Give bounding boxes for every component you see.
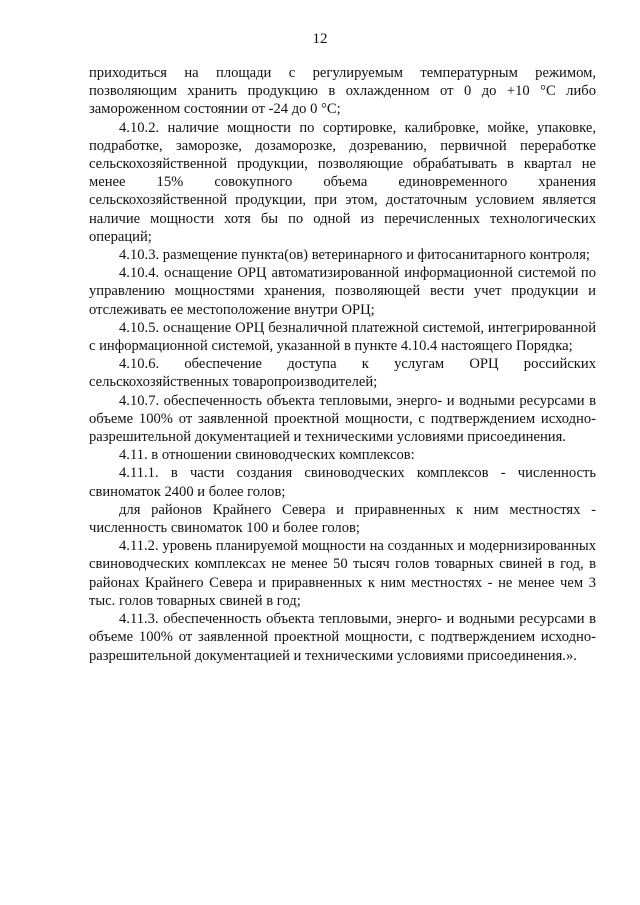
paragraph: 4.10.7. обеспеченность объекта тепловыми, энерго- и водными ресурсами в объеме 100% от заявленной проектной мощности, с подтверждением исходно-разрешительной документацией и техническими условиями присоединения.	[89, 392, 596, 446]
paragraph: 4.11.2. уровень планируемой мощности на созданных и модернизированных свиноводческих комплексах не менее 50 тысяч голов товарных свиней в год, в районах Крайнего Севера и приравненных к ним местностях - не менее чем 3 тыс. голов товарных свиней в год;	[89, 538, 596, 609]
document-body	[89, 64, 596, 665]
paragraph: приходиться на площади с регулируемым температурным режимом, позволяющим хранить продукцию в охлажденном от 0 до +10 °С либо замороженном состоянии от -24 до 0 °С;	[89, 65, 596, 118]
page-number: 12	[312, 31, 328, 47]
paragraph: 4.11.1. в части создания свиноводческих комплексов - численность свиноматок 2400 и более голов;	[89, 465, 596, 500]
paragraph: 4.10.4. оснащение ОРЦ автоматизированной информационной системой по управлению мощностями хранения, позволяющей вести учет продукции и отслеживать ее местоположение внутри ОРЦ;	[89, 265, 596, 318]
paragraph: 4.10.3. размещение пункта(ов) ветеринарного и фитосанитарного контроля;	[119, 247, 590, 264]
paragraph: 4.10.2. наличие мощности по сортировке, калибровке, мойке, упаковке, подработке, заморозке, дозаморозке, дозреванию, первичной переработке сельскохозяйственной продукции, позволяющие обрабатывать в квартал не менее 15% совокупного объема единовременного хранения сельскохозяйственной продукции, при этом, достаточным условием является наличие мощности хотя бы по одной из перечисленных технологических операций;	[89, 119, 596, 245]
paragraph: 4.10.5. оснащение ОРЦ безналичной платежной системой, интегрированной с информационной системой, указанной в пункте 4.10.4 настоящего Порядка;	[89, 319, 596, 355]
paragraph: 4.11.3. обеспеченность объекта тепловыми, энерго- и водными ресурсами в объеме 100% от заявленной проектной мощности, с подтверждением исходно-разрешительной документацией и техническими условиями присоединения.».	[89, 611, 596, 664]
paragraph: 4.11. в отношении свиноводческих комплексов:	[119, 447, 415, 464]
paragraph: 4.10.6. обеспечение доступа к услугам ОРЦ российских сельскохозяйственных товаропроизводителей;	[89, 356, 596, 391]
paragraph: для районов Крайнего Севера и приравненных к ним местностях - численность свиноматок 100 и более голов;	[89, 501, 596, 537]
